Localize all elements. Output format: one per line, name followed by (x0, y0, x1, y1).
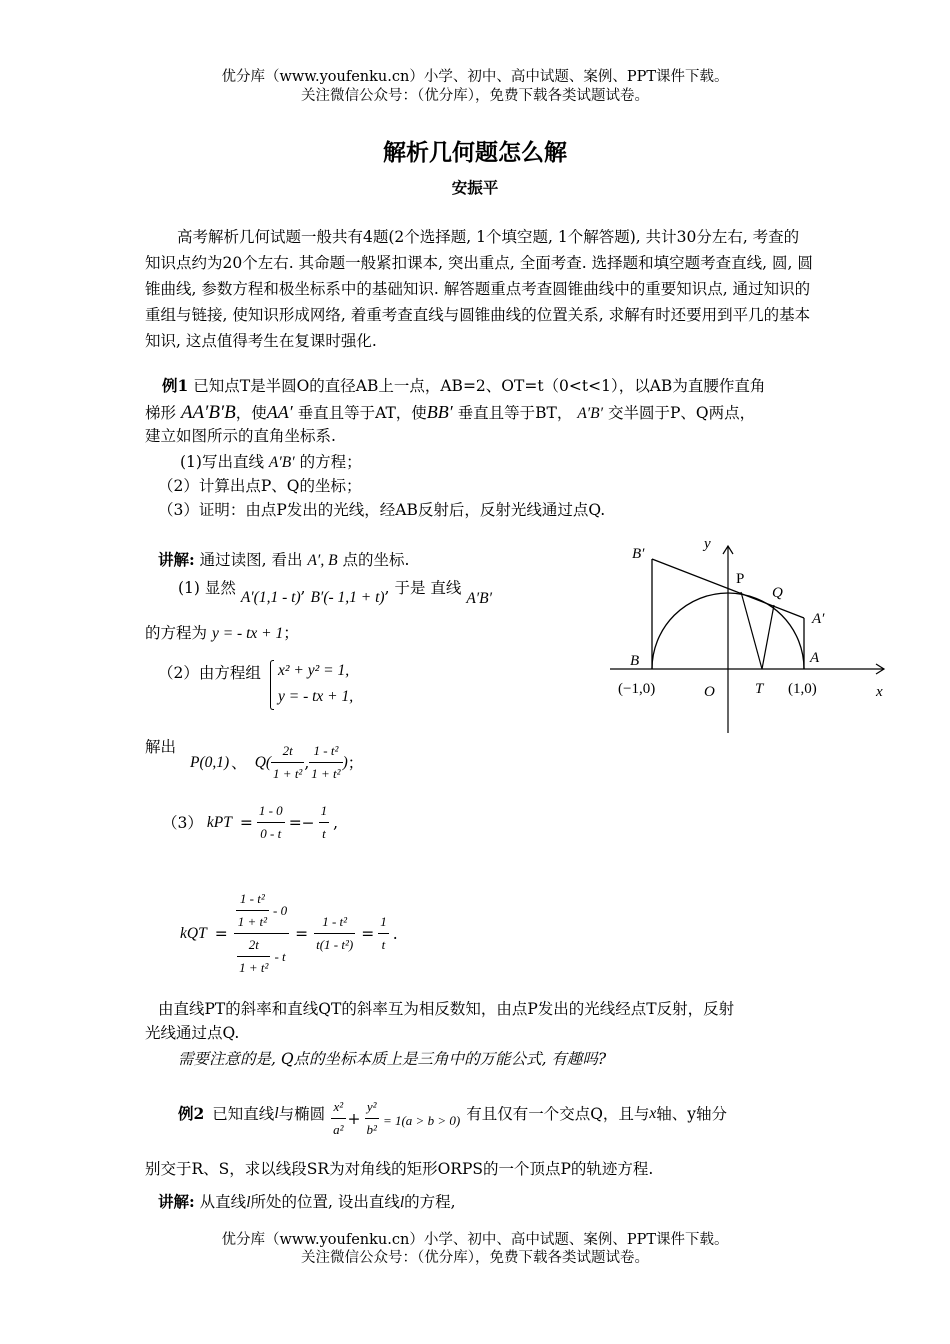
num: 2t (271, 740, 304, 763)
example1-label: 例1 (162, 376, 189, 395)
solution1-line-eq (145, 622, 299, 645)
solution1-conclusion-1: 由直线PT的斜率和直线QT的斜率互为相反数知，由点P发出的光线经点T反射，反射 (158, 1000, 735, 1018)
solution1-note: 需要注意的是, Q点的坐标本质上是三角中的万能公式, 有趣吗? (178, 1050, 607, 1068)
point-q-open: Q( (254, 753, 272, 771)
header-line-2: 关注微信公众号：（优分库），免费下载各类试题试卷。 (301, 88, 649, 104)
coord-b: B′(- 1,1 + t) (310, 589, 385, 606)
footer-line-2: 关注微信公众号：（优分库），免费下载各类试题试卷。 (301, 1250, 649, 1266)
text: 的方程； (299, 453, 362, 471)
frac (237, 934, 270, 979)
solution1-kpt: （3） kPT = $\frac{1 - 0}{0 - t}$ =− $\frac{1}{t}$ , (162, 800, 338, 845)
text: 与椭圆 (278, 1104, 326, 1123)
ellipse-x-term (331, 1096, 345, 1141)
text: 于是 直线 (394, 579, 462, 597)
den: t(1 - t²) (316, 937, 354, 952)
kqt-result (378, 911, 389, 956)
text: 垂直且等于BT， (457, 404, 573, 422)
label-p: P (736, 571, 745, 587)
den: t (322, 826, 326, 841)
label-b-prime: B′ (632, 546, 645, 562)
kqt-mid (314, 911, 355, 956)
text: 轴、y轴分 (656, 1104, 728, 1123)
den: 1 + t² (311, 766, 341, 781)
text: (1) 显然 (178, 579, 236, 597)
solution1-step1: (1) 显然 A′(1,1 - t), B′(- 1,1 + t), 于是 直线 A′B′ (178, 579, 493, 607)
text: 所处的位置, 设出直线 (250, 1193, 400, 1211)
kpt-result (319, 800, 330, 845)
math-aa: AA′ (266, 402, 293, 422)
kpt-symbol: kPT (206, 813, 232, 831)
system-brace (270, 660, 274, 710)
text: 已知直线 (212, 1104, 275, 1123)
example2-label: 例2 (178, 1103, 205, 1123)
math-bb: BB′ (426, 402, 453, 422)
text: ； (347, 753, 364, 772)
qx-fraction (271, 740, 304, 785)
system-eq-1: x² + y² = 1, (278, 662, 350, 679)
text: - 0 (273, 902, 288, 918)
den: 0 - t (260, 826, 282, 841)
label-pos-one: (1,0) (788, 681, 817, 697)
line-equation: y = - tx + 1 (211, 625, 284, 642)
text: 通过读图, 看出 (199, 551, 303, 569)
text: 的方程为 (145, 624, 208, 642)
math-ab: A′B′ (577, 405, 604, 422)
label-q: Q (772, 585, 783, 601)
label-x: x (876, 684, 883, 700)
text: 、 (231, 753, 247, 772)
text: （2）由方程组 (158, 664, 261, 682)
math-trapezoid: AA′B′B (180, 402, 236, 423)
label-a: A (810, 650, 820, 666)
solution-label: 讲解: (158, 550, 195, 569)
solution1-points: P(0,1) 、 Q( $\frac{2t}{\text{1 + t²}}$ , $\frac{\text{1 - t²}}{\text{1 + t²}}$ ) ； (190, 740, 363, 785)
math-l: l (274, 1104, 279, 1122)
kqt-bottom (234, 934, 289, 979)
text: 有且仅有一个交点Q，且与 (466, 1104, 650, 1123)
den: t (381, 937, 386, 952)
text: 垂直且等于AT，使 (297, 404, 427, 422)
num: 1 - t² (309, 740, 342, 763)
ellipse-rhs: = 1(a > b > 0) (382, 1112, 461, 1128)
text: (1)写出直线 (180, 453, 264, 471)
text: - t (274, 948, 286, 964)
num: x² (331, 1096, 345, 1119)
segment-pt (741, 592, 762, 669)
solution1-step2 (158, 662, 261, 684)
example1-line1 (162, 375, 765, 397)
label-o: O (704, 684, 715, 700)
den: b² (366, 1122, 377, 1137)
kqt-complex-fraction (234, 888, 289, 979)
kpt-fraction (257, 800, 285, 845)
num: 1 - t² (314, 911, 355, 934)
math-ab: A′B′ (268, 454, 295, 471)
math-points: A′, B (307, 552, 338, 569)
frac (236, 888, 269, 933)
footer-line-1: 优分库（www.youfenku.cn）小学、初中、高中试题、案例、PPT课件下载。 (221, 1232, 729, 1248)
intro-paragraph: 高考解析几何试题一般共有4题(2个选择题, 1个填空题, 1个解答题), 共计30分左右, 考查的知识点约为20个左右. 其命题一般紧扣课本, 突出重点, 全面考查. 选择题和填空题考查直线, 圆, 圆锥曲线, 参数方程和极坐标系中的基础知识. 解答题重点考查圆锥曲线中的重要知识点, 通过知识的重组与链接, 使知识形成网络, 着重考查直线与圆锥曲线的位置关系, 求解有时还要用到平几的基本知识, 这点值得考生在复课时强化. (145, 228, 813, 350)
kqt-top (234, 888, 289, 934)
num: 1 (378, 911, 389, 934)
den: 1 + t² (239, 960, 269, 975)
point-p: P(0,1) (190, 753, 230, 771)
text: 解出 (145, 738, 177, 756)
point-q-close: ) (342, 753, 348, 771)
solution1-intro (158, 549, 409, 572)
label-neg-one: (−1,0) (618, 681, 656, 697)
solution-label: 讲解: (158, 1192, 195, 1211)
text: 从直线 (199, 1193, 247, 1211)
math-x: x (649, 1104, 657, 1122)
text: 交半圆于P、Q两点， (607, 404, 756, 422)
num: 1 (319, 800, 330, 823)
math-l: l (399, 1194, 405, 1211)
text: 梯形 (145, 404, 177, 422)
num: 2t (237, 934, 270, 957)
math-l: l (246, 1194, 251, 1211)
example2-solution (158, 1191, 456, 1214)
example1-q3: （3）证明：由点P发出的光线，经AB反射后，反射光线通过点Q. (158, 501, 606, 519)
text: 点的坐标. (342, 551, 410, 569)
ellipse-y-term (365, 1096, 379, 1141)
example1-line3: 建立如图所示的直角坐标系. (145, 427, 336, 445)
den: a² (333, 1122, 344, 1137)
text: ； (283, 624, 299, 642)
example1-text1: 已知点T是半圆O的直径AB上一点，AB=2、OT=t（0<t<1），以AB为直腰作直角 (193, 377, 766, 395)
qy-fraction (309, 740, 342, 785)
example1-q2: （2）计算出点P、Q的坐标； (158, 477, 362, 495)
label-b: B (630, 653, 640, 669)
coord-a: A′(1,1 - t) (240, 589, 301, 606)
segment-tq (762, 605, 774, 669)
system-eq-2: y = - tx + 1, (278, 688, 354, 705)
num: y² (365, 1096, 379, 1119)
author: 安振平 (451, 178, 499, 197)
den: 1 + t² (273, 766, 303, 781)
kqt-symbol: kQT (180, 924, 207, 942)
solution1-solve (145, 736, 176, 758)
num: 1 - t² (236, 888, 269, 911)
text: ，使 (235, 404, 267, 422)
label-t: T (755, 681, 764, 697)
example2-line2: 别交于R、S，求以线段SR为对角线的矩形ORPS的一个顶点P的轨迹方程. (145, 1160, 654, 1178)
text: （3） (162, 813, 203, 832)
math-ab: A′B′ (466, 590, 493, 607)
solution1-conclusion-2: 光线通过点Q. (145, 1024, 240, 1042)
example1-line2 (145, 401, 755, 425)
num: 1 - 0 (257, 800, 285, 823)
solution1-kqt: kQT = $\frac{\text{1 - t²}}{\text{1 + t²}}$ - 0 $\frac{2t}{\text{1 + t²}}$ - t = $\frac{\text{1 - t²}}{\text{t(1 - t²)}}$ = $\frac{1}{t}$ . (180, 888, 398, 979)
semicircle-figure (600, 528, 900, 738)
label-a-prime: A′ (812, 611, 825, 627)
text: 的方程, (404, 1193, 456, 1211)
example1-q1 (180, 451, 362, 474)
den: 1 + t² (237, 914, 267, 929)
header-line-1: 优分库（www.youfenku.cn）小学、初中、高中试题、案例、PPT课件下载。 (221, 69, 729, 85)
example2-line1: 例2 已知直线 l 与椭圆 $\frac{\text{x²}}{\text{a²}}$ + $\frac{\text{y²}}{\text{b²}}$ = 1(a > b > 0) 有且仅有一个交点Q，且与 x 轴、y轴分 (178, 1086, 727, 1141)
page-title: 解析几何题怎么解 (383, 139, 567, 166)
label-y: y (704, 536, 711, 552)
